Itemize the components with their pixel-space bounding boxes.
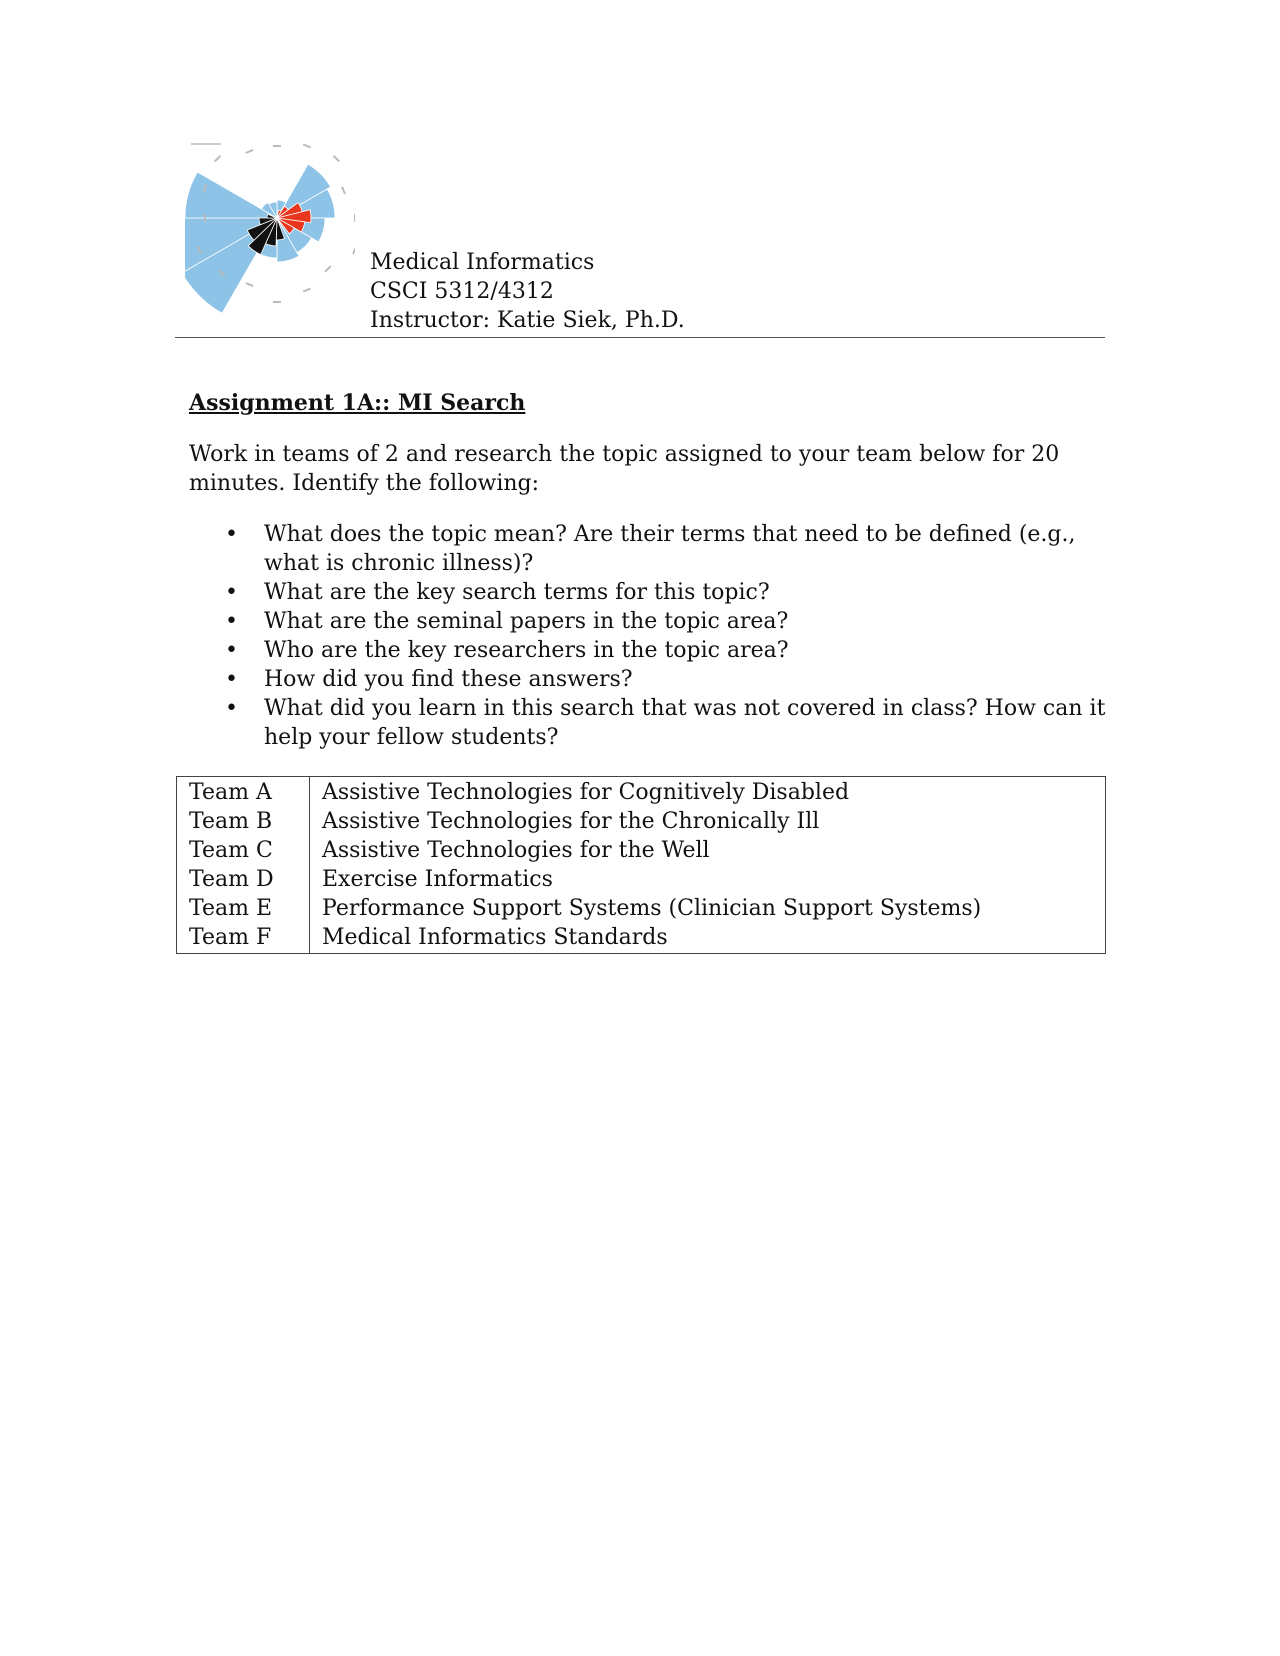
team-name-cell: Team C <box>177 836 310 865</box>
list-item: • Who are the key researchers in the topic area? <box>225 638 789 663</box>
table-row <box>177 923 1106 954</box>
table-row <box>177 894 1106 923</box>
list-item: • How did you find these answers? <box>225 667 633 692</box>
rose-diagram-logo <box>185 140 355 335</box>
bullet-icon: • <box>225 609 238 634</box>
bullet-icon: • <box>225 580 238 605</box>
team-topic-cell: Performance Support Systems (Clinician Support Systems) <box>322 896 982 921</box>
instructor-name: Instructor: Katie Siek, Ph.D. <box>370 308 685 333</box>
list-item: • What did you learn in this search that was not covered in class? How can it help your fellow students? <box>225 696 1106 750</box>
team-name-cell: Team D <box>177 865 310 894</box>
course-number: CSCI 5312/4312 <box>370 279 554 304</box>
question-list <box>189 520 1109 752</box>
list-item: • What are the key search terms for this topic? <box>225 580 770 605</box>
team-topic-cell: Assistive Technologies for the Well <box>322 838 710 863</box>
list-item: • What does the topic mean? Are their terms that need to be defined (e.g., what is chronic illness)? <box>225 522 1076 576</box>
team-name-cell: Team F <box>177 923 310 954</box>
course-info <box>370 248 685 335</box>
team-topic-cell: Exercise Informatics <box>322 867 553 892</box>
table-row <box>177 777 1106 808</box>
team-topic-cell: Medical Informatics Standards <box>322 925 668 950</box>
bullet-icon: • <box>225 522 238 547</box>
header-divider <box>175 337 1105 338</box>
team-topic-cell: Assistive Technologies for Cognitively Disabled <box>322 780 850 805</box>
course-name: Medical Informatics <box>370 250 595 275</box>
table-row <box>177 865 1106 894</box>
team-name-cell: Team B <box>177 807 310 836</box>
team-topic-table <box>176 776 1106 954</box>
assignment-title: Assignment 1A:: MI Search <box>189 390 526 416</box>
table-row <box>177 836 1106 865</box>
assignment-intro: Work in teams of 2 and research the topic assigned to your team below for 20 minutes. Identify the following: <box>189 442 1060 496</box>
bullet-icon: • <box>225 696 238 721</box>
team-name-cell: Team A <box>177 777 310 808</box>
team-name-cell: Team E <box>177 894 310 923</box>
bullet-icon: • <box>225 638 238 663</box>
table-row <box>177 807 1106 836</box>
document-header <box>175 140 1105 340</box>
bullet-icon: • <box>225 667 238 692</box>
team-topic-cell: Assistive Technologies for the Chronically Ill <box>322 809 820 834</box>
list-item: • What are the seminal papers in the topic area? <box>225 609 789 634</box>
